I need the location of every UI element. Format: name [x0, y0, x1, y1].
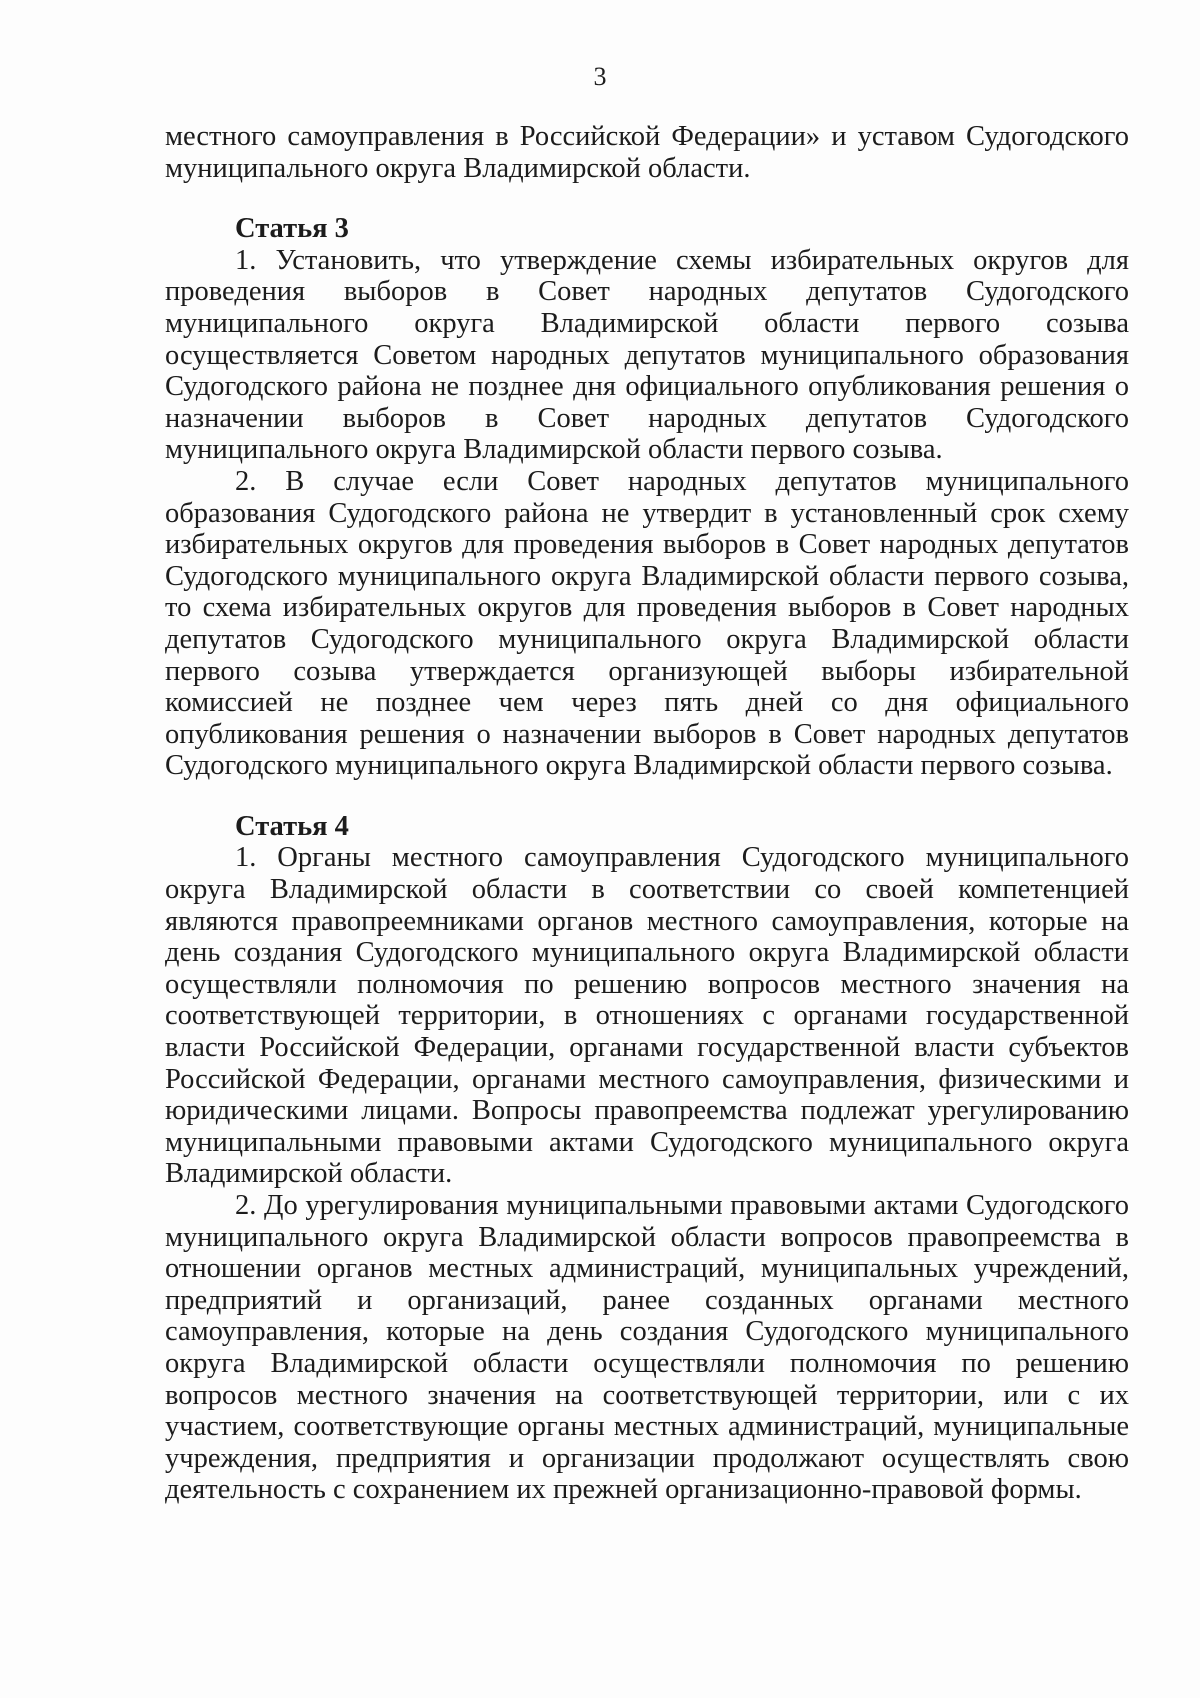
document-body — [165, 121, 1129, 1506]
article-3 — [165, 213, 1129, 782]
page-number: 3 — [593, 62, 607, 91]
article-paragraph: 1. Установить, что утверждение схемы избирательных округов для проведения выборов в Совет народных депутатов Судогодского муниципального округа Владимирской области первого созыва осуществляется Советом народных депутатов муниципального образования Судогодского района не позднее дня официального опубликования решения о назначении выборов в Совет народных депутатов Судогодского муниципального округа Владимирской области первого созыва. — [165, 244, 1129, 466]
article-paragraph: 2. В случае если Совет народных депутатов муниципального образования Судогодского района не утвердит в установленный срок схему избирательных округов для проведения выборов в Совет народных депутатов Судогодского муниципального округа Владимирской области первого созыва, то схема избирательных округов для проведения выборов в Совет народных депутатов Судогодского муниципального округа Владимирской области первого созыва утверждается организующей выборы избирательной комиссией не позднее чем через пять дней со дня официального опубликования решения о назначении выборов в Совет народных депутатов Судогодского муниципального округа Владимирской области первого созыва. — [165, 465, 1129, 782]
spacer — [165, 782, 1129, 811]
article-heading: Статья 4 — [235, 810, 349, 842]
article-paragraph: 1. Органы местного самоуправления Судогодского муниципального округа Владимирской области в соответствии со своей компетенцией являются правопреемниками органов местного самоуправления, которые на день создания Судогодского муниципального округа Владимирской области осуществляли полномочия по решению вопросов местного значения на соответствующей территории, в отношениях с органами государственной власти Российской Федерации, органами государственной власти субъектов Российской Федерации, органами местного самоуправления, физическими и юридическими лицами. Вопросы правопреемства подлежат урегулированию муниципальными правовыми актами Судогодского муниципального округа Владимирской области. — [165, 842, 1129, 1190]
spacer — [165, 184, 1129, 213]
intro-paragraph: местного самоуправления в Российской Федерации» и уставом Судогодского муниципального округа Владимирской области. — [165, 121, 1129, 184]
article-heading: Статья 3 — [235, 213, 349, 245]
article-paragraph: 2. До урегулирования муниципальными правовыми актами Судогодского муниципального округа Владимирской области вопросов правопреемства в отношении органов местных администраций, муниципальных учреждений, предприятий и организаций, ранее созданных органами местного самоуправления, которые на день создания Судогодского муниципального округа Владимирской области осуществляли полномочия по решению вопросов местного значения на соответствующей территории, или с их участием, соответствующие органы местных администраций, муниципальные учреждения, предприятия и организации продолжают осуществлять свою деятельность с сохранением их прежней организационно-правовой формы. — [165, 1190, 1129, 1506]
article-4 — [165, 811, 1129, 1506]
